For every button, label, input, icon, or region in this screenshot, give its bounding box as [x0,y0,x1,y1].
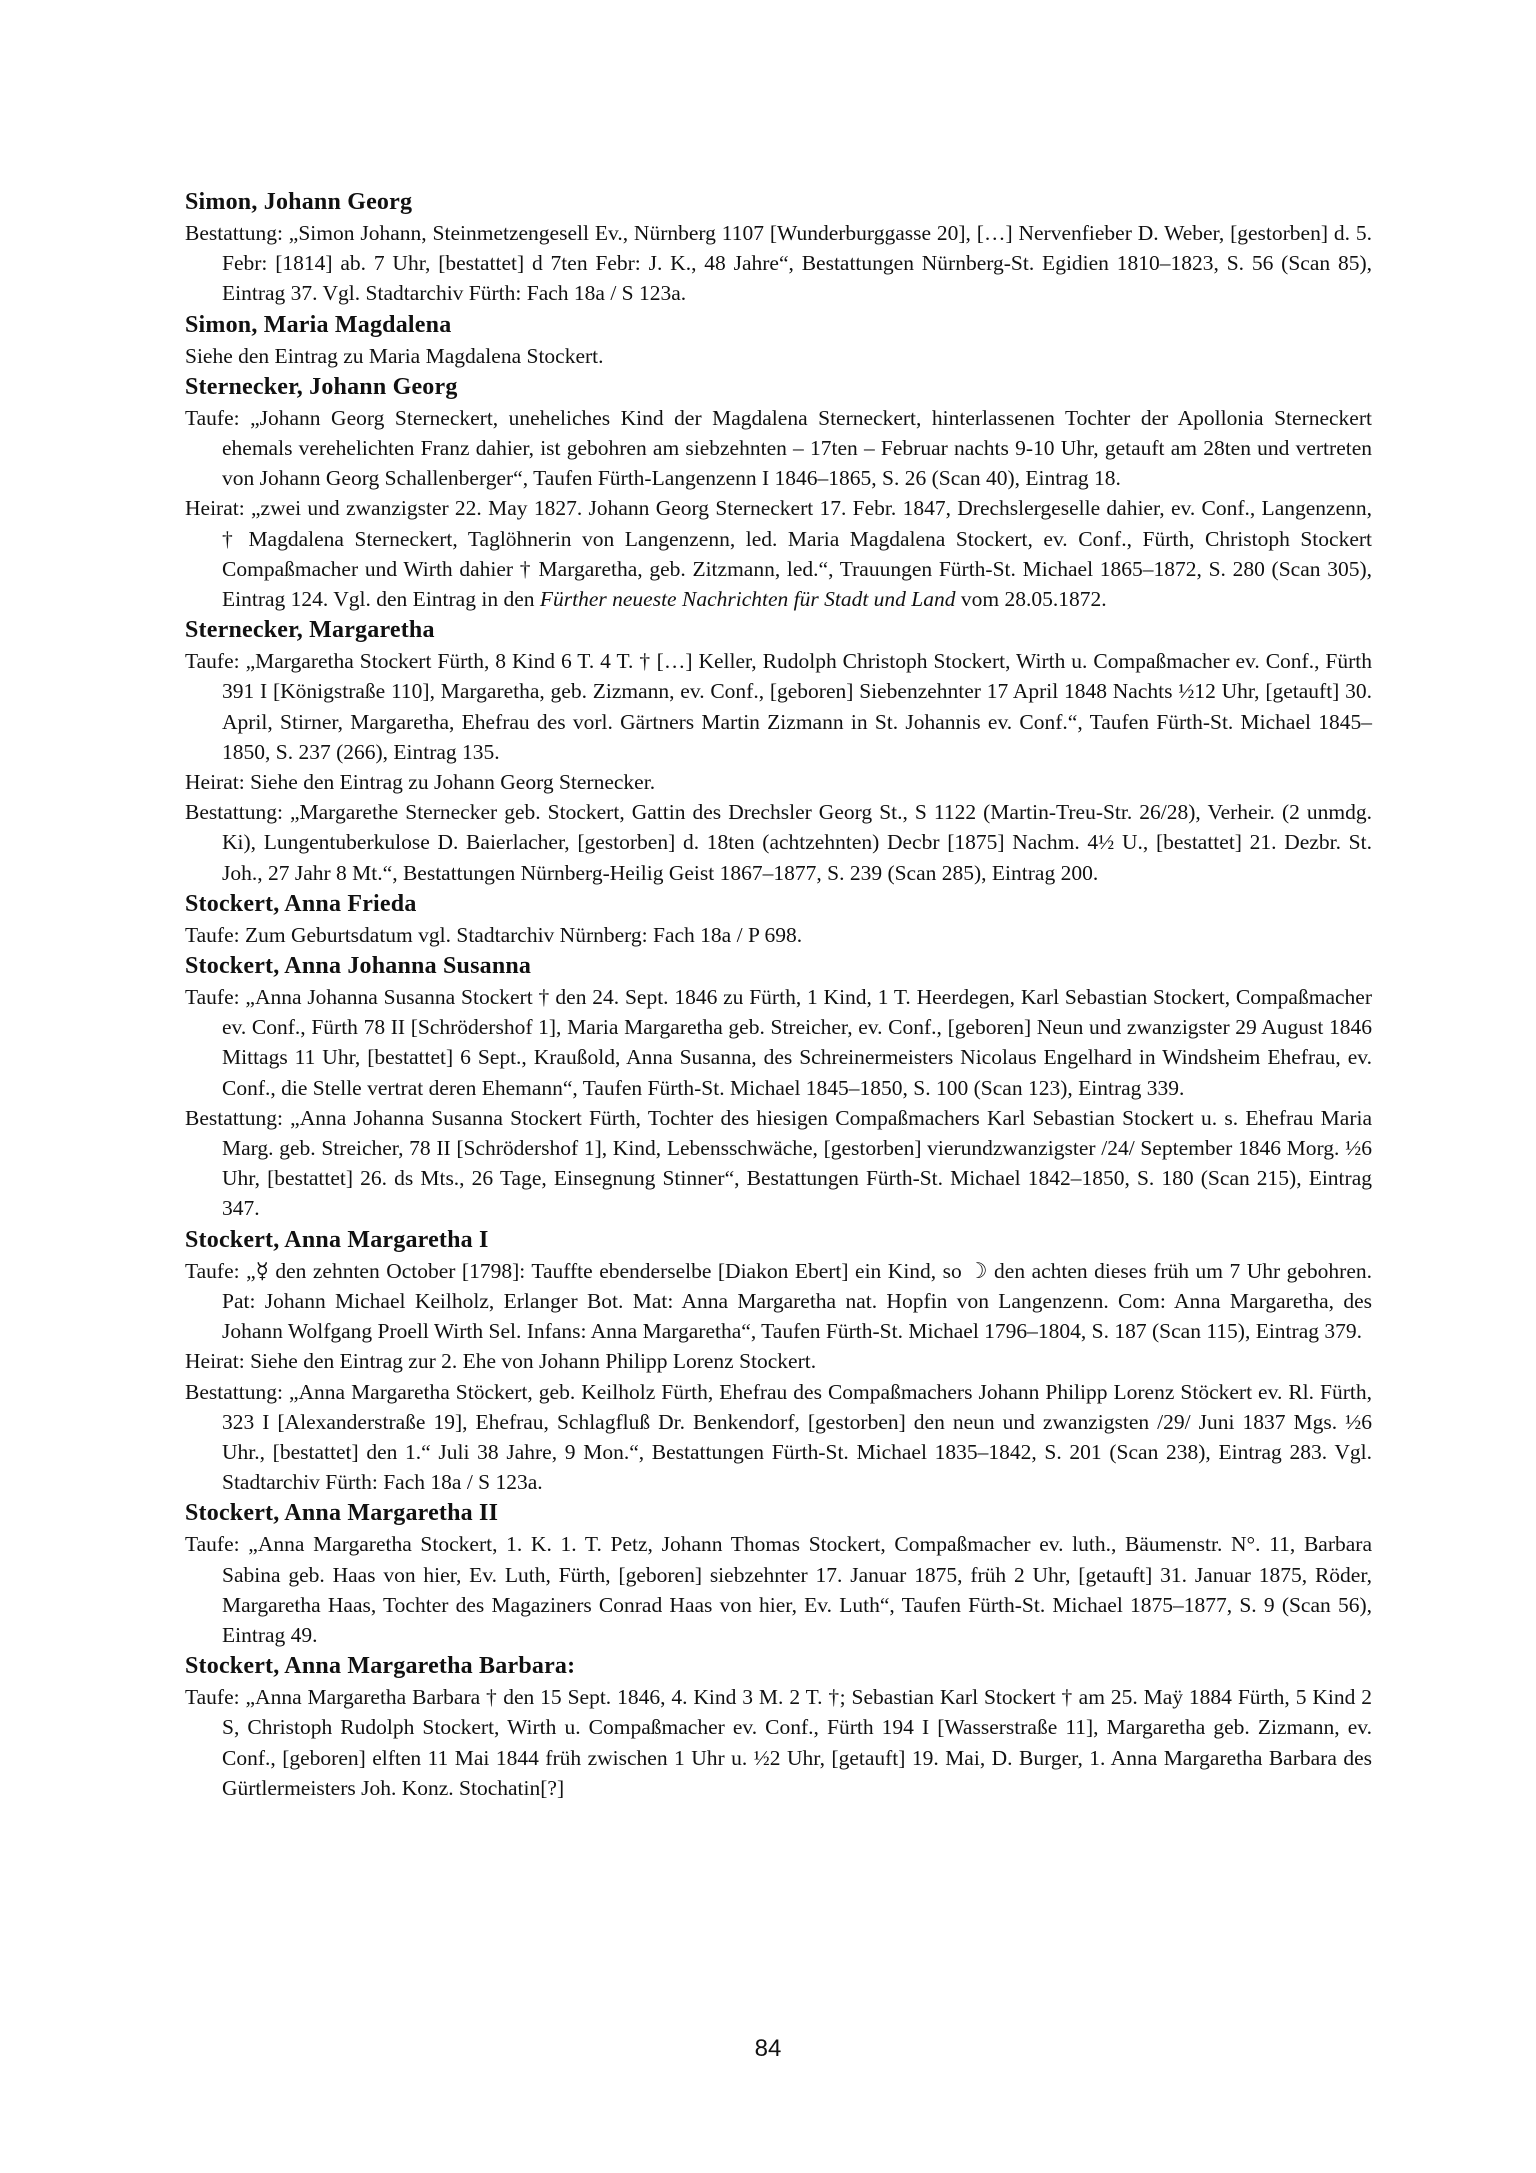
record-type: Taufe: [185,405,240,430]
entry [185,888,1372,950]
record-type: Taufe: [185,1685,240,1710]
entries-list [185,186,1372,1803]
record-baptism [185,403,1372,494]
entry-name: Stockert, Anna Margaretha I [185,1226,489,1253]
record-text: „Anna Margaretha Stockert, 1. K. 1. T. Petz, Johann Thomas Stockert, Compaßmacher ev. luth., Bäumenstr. N°. 11, Barbara Sabina geb. Haas von hier, Ev. Luth, Fürth, [geboren] siebzehnter 17. Januar 1875, früh 2 Uhr, [getauft] 31. Januar 1875, Röder, Margaretha Haas, Tochter des Magaziners Conrad Haas von hier, Ev. Luth“, Taufen Fürth-St. Michael 1875–1877, S. 9 (Scan 56), Eintrag 49. [222,1532,1372,1647]
record-type: Bestattung: [185,1379,283,1404]
record-burial [185,1103,1372,1224]
entry-name: Simon, Maria Magdalena [185,311,452,338]
record-text: „Anna Margaretha Stöckert, geb. Keilholz Fürth, Ehefrau des Compaßmachers Johann Philipp Lorenz Stöckert ev. Rl. Fürth, 323 I [Alexanderstraße 19], Ehefrau, Schlagfluß Dr. Benkendorf, [gestorben] den neun und zwanzigsten /29/ Juni 1837 Mgs. ½6 Uhr., [bestattet] den 1.“ Juli 38 Jahre, 9 Mon.“, Bestattungen Fürth-St. Michael 1835–1842, S. 201 (Scan 238), Eintrag 283. Vgl. Stadtarchiv Fürth: Fach 18a / S 123a. [222,1379,1372,1495]
entry [185,309,1372,371]
record-text: Siehe den Eintrag zur 2. Ehe von Johann Philipp Lorenz Stockert. [244,1349,817,1374]
record-text: „Anna Margaretha Barbara † den 15 Sept. 1846, 4. Kind 3 M. 2 T. †; Sebastian Karl Stockert † am 25. Maÿ 1884 Fürth, 5 Kind 2 S, Christoph Rudolph Stockert, Wirth u. Compaßmacher ev. Conf., Fürth 194 I [Wasserstraße 11], Margaretha geb. Zizmann, ev. Conf., [geboren] elften 11 Mai 1844 früh zwischen 1 Uhr u. ½2 Uhr, [getauft] 19. Mai, D. Burger, 1. Anna Margaretha Barbara des Gürtlermeisters Joh. Konz. Stochatin[?] [222,1685,1372,1800]
record-baptism [185,920,1372,950]
record-marriage [185,493,1372,614]
record-burial [185,797,1372,888]
record-text: Siehe den Eintrag zu Maria Magdalena Stockert. [185,343,604,368]
entry [185,186,1372,309]
entry-name: Stockert, Anna Margaretha Barbara: [185,1653,576,1680]
record-type: Taufe: [185,1258,240,1283]
record-burial [185,1377,1372,1498]
record-burial [185,218,1372,309]
record-baptism [185,1529,1372,1650]
record-text-after: vom 28.05.1872. [955,587,1107,612]
record-type: Taufe: [185,1532,240,1557]
record-text: Siehe den Eintrag zu Johann Georg Sternecker. [244,770,656,795]
record-type: Taufe: [185,985,240,1010]
record-text: Zum Geburtsdatum vgl. Stadtarchiv Nürnberg: Fach 18a / P 698. [239,922,803,947]
record-type: Taufe: [185,649,240,674]
entry-name: Sternecker, Johann Georg [185,373,458,400]
record-marriage [185,1346,1372,1376]
record-text: „Simon Johann, Steinmetzengesell Ev., Nürnberg 1107 [Wunderburggasse 20], […] Nervenfieber D. Weber, [gestorben] d. 5. Febr: [1814] ab. 7 Uhr, [bestattet] d 7ten Febr: J. K., 48 Jahre“, Bestattungen Nürnberg-St. Egidien 1810–1823, S. 56 (Scan 85), Eintrag 37. Vgl. Stadtarchiv Fürth: Fach 18a / S 123a. [222,221,1372,306]
entry [185,1224,1372,1498]
entry-name: Stockert, Anna Frieda [185,890,417,917]
record-type: Heirat: [185,1349,245,1374]
record-text: „Anna Johanna Susanna Stockert † den 24. Sept. 1846 zu Fürth, 1 Kind, 1 T. Heerdegen, Karl Sebastian Stockert, Compaßmacher ev. Conf., Fürth 78 II [Schrödershof 1], Maria Margaretha geb. Streicher, ev. Conf., [geboren] Neun und zwanzigster 29 August 1846 Mittags 11 Uhr, [bestattet] 6 Sept., Kraußold, Anna Susanna, des Schreinermeisters Nicolaus Engelhard in Windsheim Ehefrau, ev. Conf., die Stelle vertrat deren Ehemann“, Taufen Fürth-St. Michael 1845–1850, S. 100 (Scan 123), Eintrag 339. [222,985,1372,1100]
record-baptism [185,1256,1372,1347]
record-baptism [185,982,1372,1103]
record-marriage [185,767,1372,797]
record-baptism [185,1682,1372,1803]
record-text: „Anna Johanna Susanna Stockert Fürth, Tochter des hiesigen Compaßmachers Karl Sebastian Stockert u. s. Ehefrau Maria Marg. geb. Streicher, 78 II [Schrödershof 1], Kind, Lebensschwäche, [gestorben] vierundzwanzigster /24/ September 1846 Morg. ½6 Uhr, [bestattet] 26. ds Mts., 26 Tage, Einsegnung Stinner“, Bestattungen Fürth-St. Michael 1842–1850, S. 180 (Scan 215), Eintrag 347. [222,1105,1372,1221]
record-text: „zwei und zwanzigster 22. May 1827. Johann Georg Sterneckert 17. Febr. 1847, Drechslergeselle dahier, ev. Conf., Langenzenn, † Magdalena Sterneckert, Taglöhnerin von Langenzenn, led. Maria Magdalena Stockert, ev. Conf., Fürth, Christoph Stockert Compaßmacher und Wirth dahier † Margaretha, geb. Zitzmann, led.“, Trauungen Fürth-St. Michael 1865–1872, S. 280 (Scan 305), Eintrag 124. Vgl. den Eintrag in den [222,496,1372,612]
entry-name: Sternecker, Margaretha [185,617,435,644]
record-text: „☿ den zehnten October [1798]: Tauffte ebenderselbe [Diakon Ebert] ein Kind, so ☽ den achten dieses früh um 7 Uhr gebohren. Pat: Johann Michael Keilholz, Erlanger Bot. Mat: Anna Margaretha nat. Hopfin von Langenzenn. Com: Anna Margaretha, des Johann Wolfgang Proell Wirth Sel. Infans: Anna Margaretha“, Taufen Fürth-St. Michael 1796–1804, S. 187 (Scan 115), Eintrag 379. [222,1258,1372,1344]
newspaper-title: Fürther neueste Nachrichten für Stadt und Land [539,587,956,612]
entry-name: Stockert, Anna Johanna Susanna [185,953,532,980]
record-baptism [185,646,1372,767]
entry-name: Simon, Johann Georg [185,189,413,215]
record-text: „Margarethe Sternecker geb. Stockert, Gattin des Drechsler Georg St., S 1122 (Martin-Treu-Str. 26/28), Verheir. (2 unmdg. Ki), Lungentuberkulose D. Baierlacher, [gestorben] d. 18ten (achtzehnten) Decbr [1875] Nachm. 4½ U., [bestattet] 21. Dezbr. St. Joh., 27 Jahr 8 Mt.“, Bestattungen Nürnberg-Heilig Geist 1867–1877, S. 239 (Scan 285), Eintrag 200. [222,800,1372,885]
page-number: 84 [754,2035,782,2062]
entry [185,1650,1372,1803]
entry [185,371,1372,614]
record-type: Bestattung: [185,1105,283,1130]
record-text: „Johann Georg Sterneckert, uneheliches Kind der Magdalena Sterneckert, hinterlassenen Tochter der Apollonia Sterneckert ehemals verehelichten Franz dahier, ist gebohren am siebzehnten – 17ten – Februar nachts 9-10 Uhr, getauft am 28ten und vertreten von Johann Georg Schallenberger“, Taufen Fürth-Langenzenn I 1846–1865, S. 26 (Scan 40), Eintrag 18. [222,405,1372,491]
record-type: Taufe: [185,922,240,947]
record-type: Heirat: [185,770,245,795]
record-text: „Margaretha Stockert Fürth, 8 Kind 6 T. 4 T. † […] Keller, Rudolph Christoph Stockert, Wirth u. Compaßmacher ev. Conf., Fürth 391 I [Königstraße 110], Margaretha, geb. Zizmann, ev. Conf., [geboren] Siebenzehnter 17 April 1848 Nachts ½12 Uhr, [getauft] 30. April, Stirner, Margaretha, Ehefrau des vorl. Gärtners Martin Zizmann in St. Johannis ev. Conf.“, Taufen Fürth-St. Michael 1845–1850, S. 237 (266), Eintrag 135. [222,649,1372,764]
entry [185,614,1372,888]
record-note [185,341,1372,371]
record-type: Bestattung: [185,221,283,245]
entry [185,950,1372,1224]
entry [185,1497,1372,1650]
record-type: Heirat: [185,496,245,521]
record-type: Bestattung: [185,800,283,825]
entry-name: Stockert, Anna Margaretha II [185,1500,499,1527]
